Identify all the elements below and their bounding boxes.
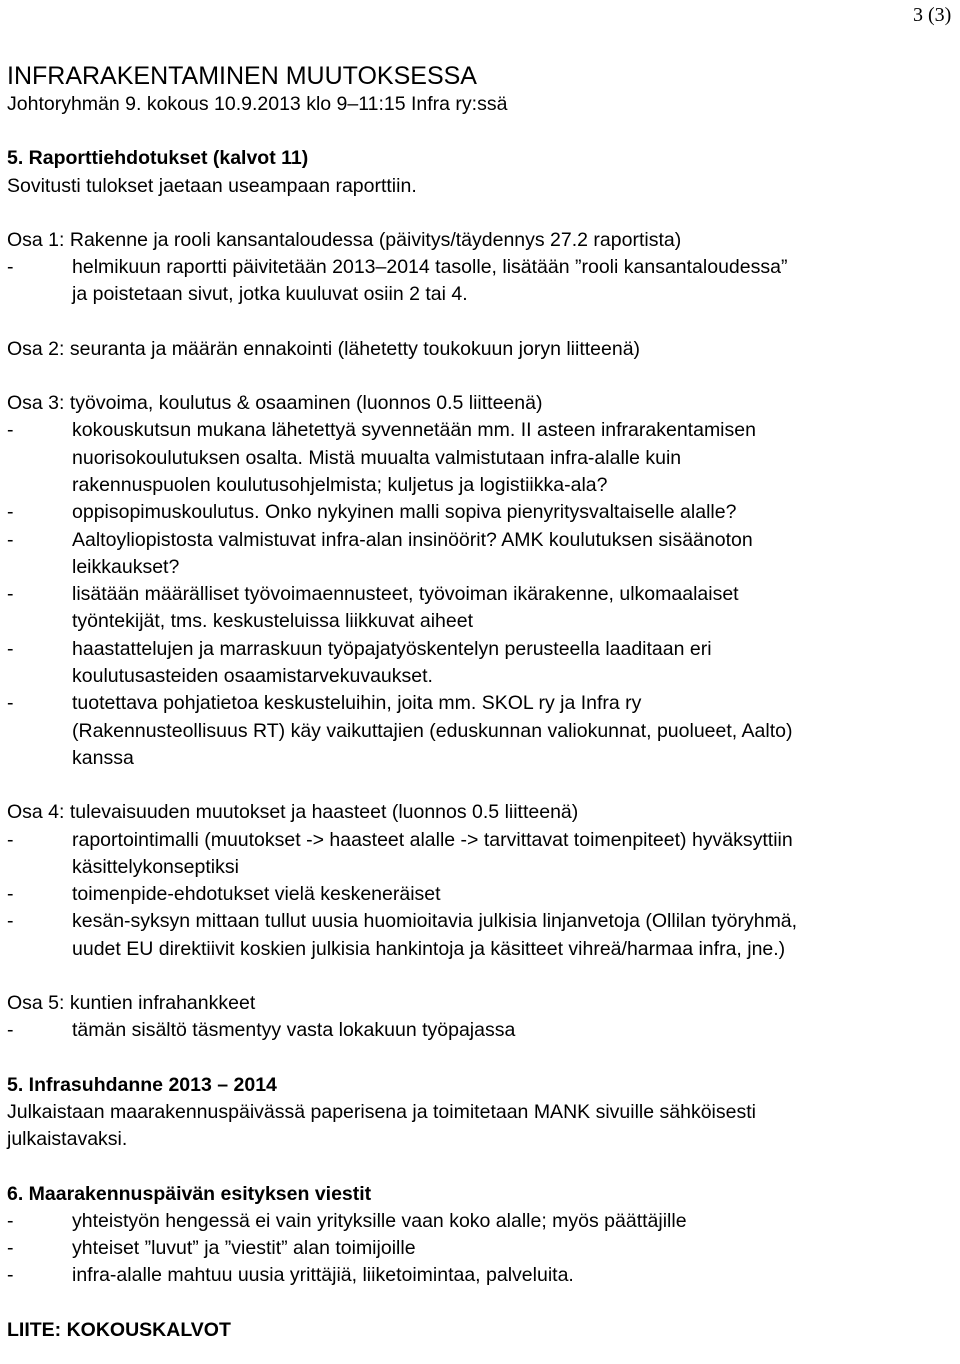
list-item-line: leikkaukset? (72, 555, 180, 578)
bullet-dash: - (7, 883, 14, 906)
osa-1-list (7, 254, 953, 309)
section-5-intro: Sovitusti tulokset jaetaan useampaan raporttiin. (7, 174, 417, 197)
list-item-text (72, 1208, 953, 1235)
bullet-dash: - (7, 419, 14, 442)
document-body (7, 61, 953, 1344)
meeting-info: Johtoryhmän 9. kokous 10.9.2013 klo 9–11:15 Infra ry:ssä (7, 93, 508, 115)
list-item-line: käsittelykonseptiksi (72, 855, 239, 878)
list-item (7, 1235, 953, 1262)
osa-3-title: Osa 3: työvoima, koulutus & osaaminen (luonnos 0.5 liitteenä) (7, 392, 543, 415)
list-item (7, 254, 953, 309)
list-item-line: raportointimalli (muutokset -> haasteet alalle -> tarvittavat toimenpiteet) hyväksyttiin (72, 828, 793, 851)
bullet-dash: - (7, 501, 14, 524)
list-item-text (72, 690, 953, 772)
list-item-line: kesän-syksyn mittaan tullut uusia huomioitavia julkisia linjanvetoja (Ollilan työryhmä, (72, 910, 798, 933)
list-item-line: tämän sisältö täsmentyy vasta lokakuun työpajassa (72, 1019, 516, 1042)
list-item-text (72, 1235, 953, 1262)
section-6-list (7, 1208, 953, 1290)
document-title: INFRARAKENTAMINEN MUUTOKSESSA (7, 62, 477, 90)
osa-4-list (7, 827, 953, 963)
page-number: 3 (3) (913, 4, 952, 26)
list-item-line: rakennuspuolen koulutusohjelmista; kuljetus ja logistiikka-ala? (72, 473, 608, 496)
list-item-text (72, 881, 953, 908)
section-6-heading: 6. Maarakennuspäivän esityksen viestit (7, 1182, 372, 1205)
infrasuhdanne-line: Julkaistaan maarakennuspäivässä paperisena ja toimitetaan MANK sivuille sähköisesti (7, 1100, 756, 1123)
list-item-text (72, 499, 953, 526)
bullet-dash: - (7, 1209, 14, 1232)
list-item (7, 1017, 953, 1044)
list-item (7, 690, 953, 772)
osa-2-title: Osa 2: seuranta ja määrän ennakointi (lähetetty toukokuun joryn liitteenä) (7, 337, 641, 360)
infrasuhdanne-heading: 5. Infrasuhdanne 2013 – 2014 (7, 1073, 277, 1096)
list-item-line: helmikuun raportti päivitetään 2013–2014 tasolle, lisätään ”rooli kansantaloudessa” (72, 256, 788, 279)
list-item (7, 527, 953, 582)
list-item-line: yhteistyön hengessä ei vain yrityksille vaan koko alalle; myös päättäjille (72, 1209, 687, 1232)
list-item (7, 1262, 953, 1289)
section-5-heading: 5. Raporttiehdotukset (kalvot 11) (7, 147, 309, 170)
osa-5-title: Osa 5: kuntien infrahankkeet (7, 992, 256, 1015)
list-item-line: uudet EU direktiivit koskien julkisia hankintoja ja käsitteet vihreä/harmaa infra, jne.) (72, 937, 786, 960)
list-item-text (72, 527, 953, 582)
osa-4-title: Osa 4: tulevaisuuden muutokset ja haasteet (luonnos 0.5 liitteenä) (7, 801, 579, 824)
osa-5-list (7, 1017, 953, 1044)
list-item-text (72, 636, 953, 691)
list-item-text (72, 1017, 953, 1044)
osa-3-list (7, 417, 953, 772)
list-item-line: ja poistetaan sivut, jotka kuuluvat osiin 2 tai 4. (72, 283, 468, 306)
list-item-line: infra-alalle mahtuu uusia yrittäjiä, liiketoimintaa, palveluita. (72, 1264, 574, 1287)
bullet-dash: - (7, 1237, 14, 1260)
list-item-line: yhteiset ”luvut” ja ”viestit” alan toimijoille (72, 1237, 416, 1260)
list-item-text (72, 581, 953, 636)
list-item-line: nuorisokoulutuksen osalta. Mistä muualta valmistutaan infra-alalle kuin (72, 446, 682, 469)
list-item-line: työntekijät, tms. keskusteluissa liikkuvat aiheet (72, 610, 474, 633)
list-item-line: tuotettava pohjatietoa keskusteluihin, joita mm. SKOL ry ja Infra ry (72, 692, 642, 715)
bullet-dash: - (7, 692, 14, 715)
list-item-line: haastattelujen ja marraskuun työpajatyöskentelyn perusteella laaditaan eri (72, 637, 712, 660)
list-item-line: lisätään määrälliset työvoimaennusteet, työvoiman ikärakenne, ulkomaalaiset (72, 583, 739, 606)
attachment-label: LIITE: KOKOUSKALVOT (7, 1318, 231, 1341)
infrasuhdanne-line: julkaistavaksi. (7, 1128, 128, 1151)
list-item (7, 1208, 953, 1235)
list-item (7, 581, 953, 636)
list-item (7, 417, 953, 499)
list-item-line: toimenpide-ehdotukset vielä keskeneräiset (72, 883, 441, 906)
bullet-dash: - (7, 637, 14, 660)
bullet-dash: - (7, 528, 14, 551)
list-item-text (72, 827, 953, 882)
bullet-dash: - (7, 910, 14, 933)
list-item-text (72, 254, 953, 309)
bullet-dash: - (7, 828, 14, 851)
osa-1-title: Osa 1: Rakenne ja rooli kansantaloudessa (päivitys/täydennys 27.2 raportista) (7, 228, 682, 251)
list-item (7, 636, 953, 691)
list-item (7, 881, 953, 908)
list-item-line: oppisopimuskoulutus. Onko nykyinen malli sopiva pienyritysvaltaiselle alalle? (72, 501, 737, 524)
list-item-text (72, 1262, 953, 1289)
list-item-line: kanssa (72, 746, 134, 769)
bullet-dash: - (7, 583, 14, 606)
list-item-text (72, 417, 953, 499)
list-item (7, 499, 953, 526)
list-item-line: Aaltoyliopistosta valmistuvat infra-alan insinöörit? AMK koulutuksen sisäänoton (72, 528, 753, 551)
list-item-line: kokouskutsun mukana lähetettyä syvennetään mm. II asteen infrarakentamisen (72, 419, 756, 442)
list-item-text (72, 908, 953, 963)
list-item-line: koulutusasteiden osaamistarvekuvaukset. (72, 665, 433, 688)
list-item (7, 827, 953, 882)
bullet-dash: - (7, 256, 14, 279)
list-item (7, 908, 953, 963)
bullet-dash: - (7, 1019, 14, 1042)
bullet-dash: - (7, 1264, 14, 1287)
list-item-line: (Rakennusteollisuus RT) käy vaikuttajien (eduskunnan valiokunnat, puolueet, Aalto) (72, 719, 793, 742)
